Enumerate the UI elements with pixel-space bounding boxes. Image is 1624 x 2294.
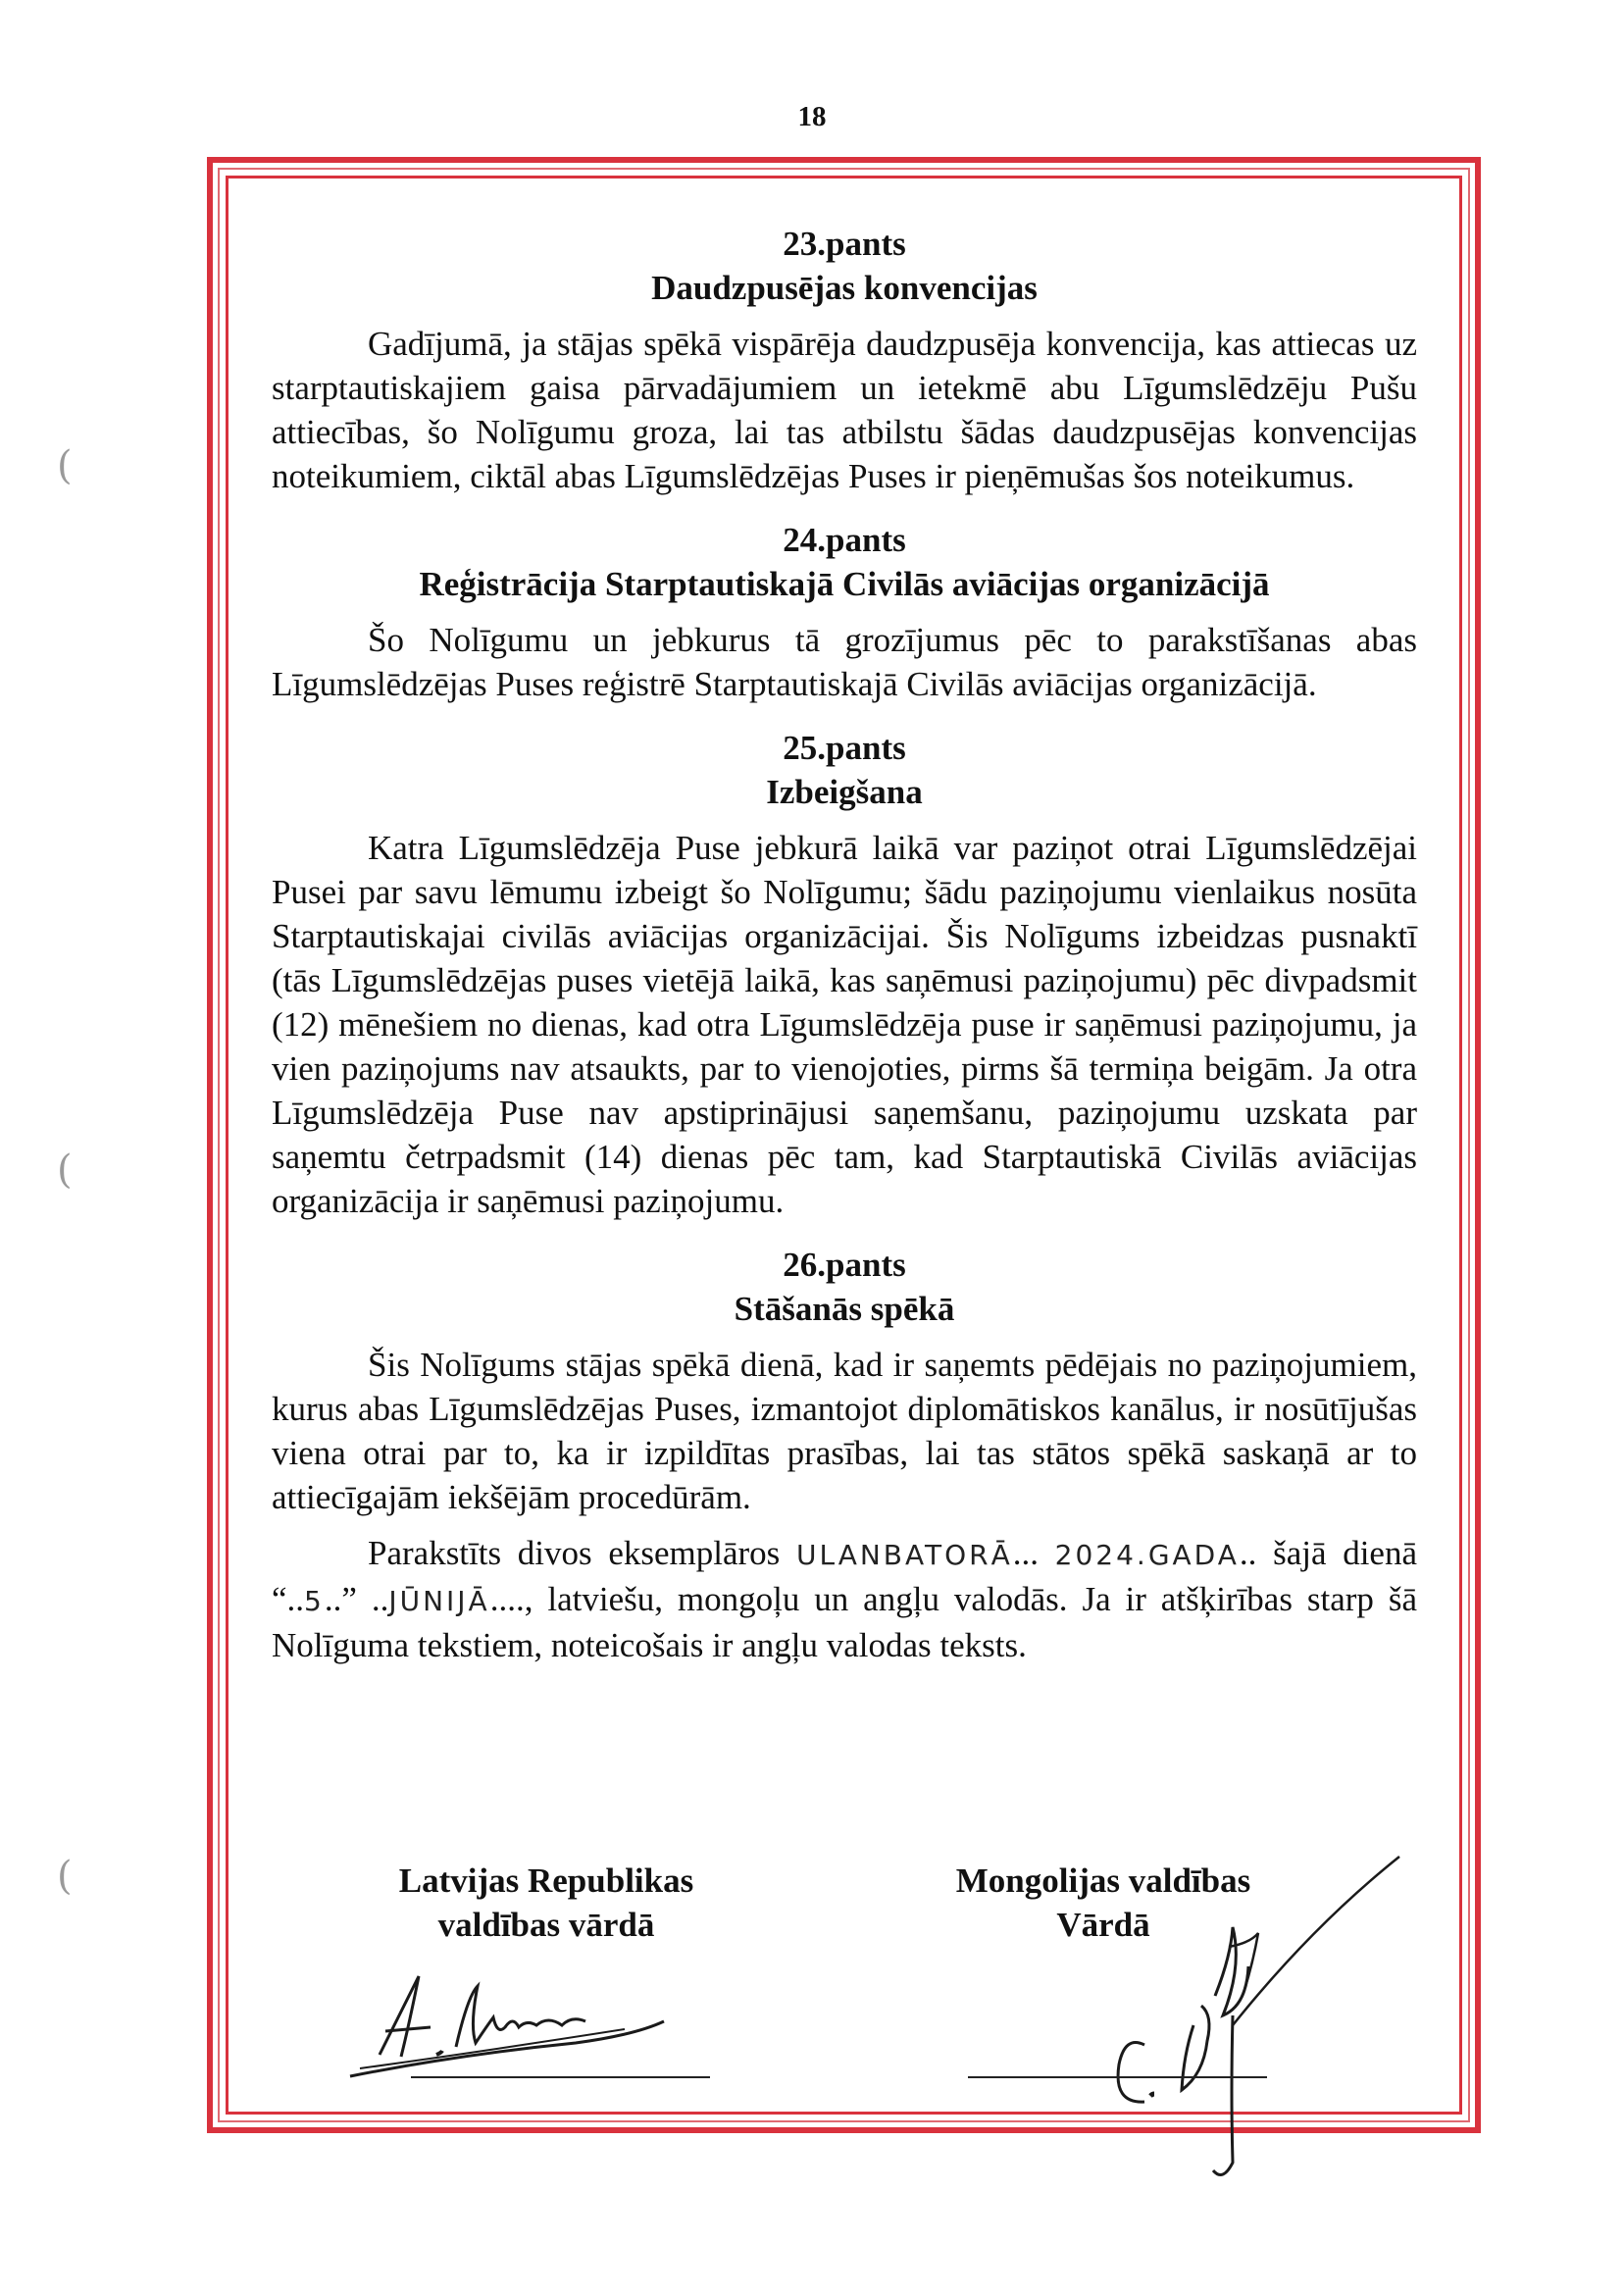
margin-hole-mark: ( [57, 443, 73, 488]
article-title: Reģistrācija Starptautiskajā Civilās aviācijas organizācijā [419, 565, 1270, 603]
article-paragraph: Gadījumā, ja stājas spēkā vispārēja daudzpusēja konvencija, kas attiecas uz starptautiskajiem gaisa pārvadājumiem un ietekmē abu Līgumslēdzēju Pušu attiecības, šo Nolīgumu groza, lai tas atbilstu šādas daudzpusējas konvencijas noteikumiem, ciktāl abas Līgumslēdzējas Puses ir pieņēmušas šos noteikumus. [272, 325, 1417, 495]
article-paragraph: Šis Nolīgums stājas spēkā dienā, kad ir saņemts pēdējais no paziņojumiem, kurus abas Līgumslēdzējas Puses, izmantojot diplomātiskos kanālus, ir nosūtījušas viena otrai par to, ka ir izpildītas prasības, lai tas stātos spēkā saskaņā ar to attiecīgajām iekšējām procedūrām. [272, 1346, 1417, 1516]
handwritten-place: ULANBATORĀ [795, 1539, 1013, 1571]
article-number: 23.pants [783, 225, 906, 263]
article-paragraph: Katra Līgumslēdzēja Puse jebkurā laikā var paziņot otrai Līgumslēdzējai Pusei par savu lēmumu izbeigt šo Nolīgumu; šādu paziņojumu vienlaikus nosūta Starptautiskajai civilās aviācijas organizācijai. Šis Nolīgums izbeidzas pusnaktī (tās Līgumslēdzējas puses vietējā laikā, kas saņēmusi paziņojumu) pēc divpadsmit (12) mēnešiem no dienas, kad otra Līgumslēdzēja puse ir saņēmusi paziņojumu, ja vien paziņojums nav atsaukts, par to vienojoties, pirms šā termiņa beigām. Ja otra Līgumslēdzēja Puse nav apstiprinājusi saņemšanu, paziņojumu uzskata par saņemtu četrpadsmit (14) dienas pēc tam, kad Starptautiskā Civilās aviācijas organizācija ir saņēmusi paziņojumu. [272, 829, 1417, 1220]
handwritten-month: JŪNIJĀ [388, 1585, 490, 1617]
signature-latvia-icon [340, 1957, 693, 2084]
article-title: Izbeigšana [766, 773, 923, 811]
article-heading [272, 1243, 1417, 1331]
article-title: Daudzpusējas konvencijas [651, 269, 1038, 307]
article-heading [272, 726, 1417, 814]
handwritten-year: 2024.GADA [1054, 1539, 1240, 1571]
page-number: 18 [797, 101, 827, 132]
signing-clause: Parakstīts divos eksemplāros ULANBATORĀ... 2024.GADA.. šajā dienā “..5..” ..JŪNIJĀ...., latviešu, mongoļu un angļu valodās. Ja ir atšķirības starp šā Nolīguma tekstiem, noteicošais ir angļu valodas teksts. [272, 1534, 1417, 1664]
signatory-latvia [384, 1859, 708, 1947]
article-number: 26.pants [783, 1246, 906, 1284]
signature-mongolia-icon [1086, 1849, 1409, 2182]
margin-hole-mark: ( [57, 1147, 73, 1193]
article-23 [272, 222, 1417, 498]
article-number: 25.pants [783, 729, 906, 767]
signatory-line1: Latvijas Republikas [398, 1861, 694, 1900]
signing-prefix: Parakstīts divos eksemplāros [368, 1534, 796, 1572]
signatory-line2: Vārdā [1056, 1906, 1150, 1944]
article-paragraph: Šo Nolīgumu un jebkurus tā grozījumus pēc to parakstīšanas abas Līgumslēdzējas Puses reģistrē Starptautiskajā Civilās aviācijas organizācijā. [272, 621, 1417, 703]
signature-line-right [968, 2076, 1267, 2078]
article-26 [272, 1243, 1417, 1667]
signature-line-left [411, 2076, 710, 2078]
document-body [272, 222, 1417, 1667]
signatory-line2: valdības vārdā [437, 1906, 655, 1944]
handwritten-day: 5 [304, 1585, 325, 1617]
article-24 [272, 518, 1417, 706]
article-number: 24.pants [783, 521, 906, 559]
article-heading [272, 518, 1417, 606]
article-heading [272, 222, 1417, 310]
article-25 [272, 726, 1417, 1223]
signature-block [272, 1859, 1417, 2104]
margin-hole-mark: ( [57, 1854, 73, 1899]
signatory-line1: Mongolijas valdības [955, 1861, 1251, 1900]
article-title: Stāšanās spēkā [734, 1290, 955, 1328]
